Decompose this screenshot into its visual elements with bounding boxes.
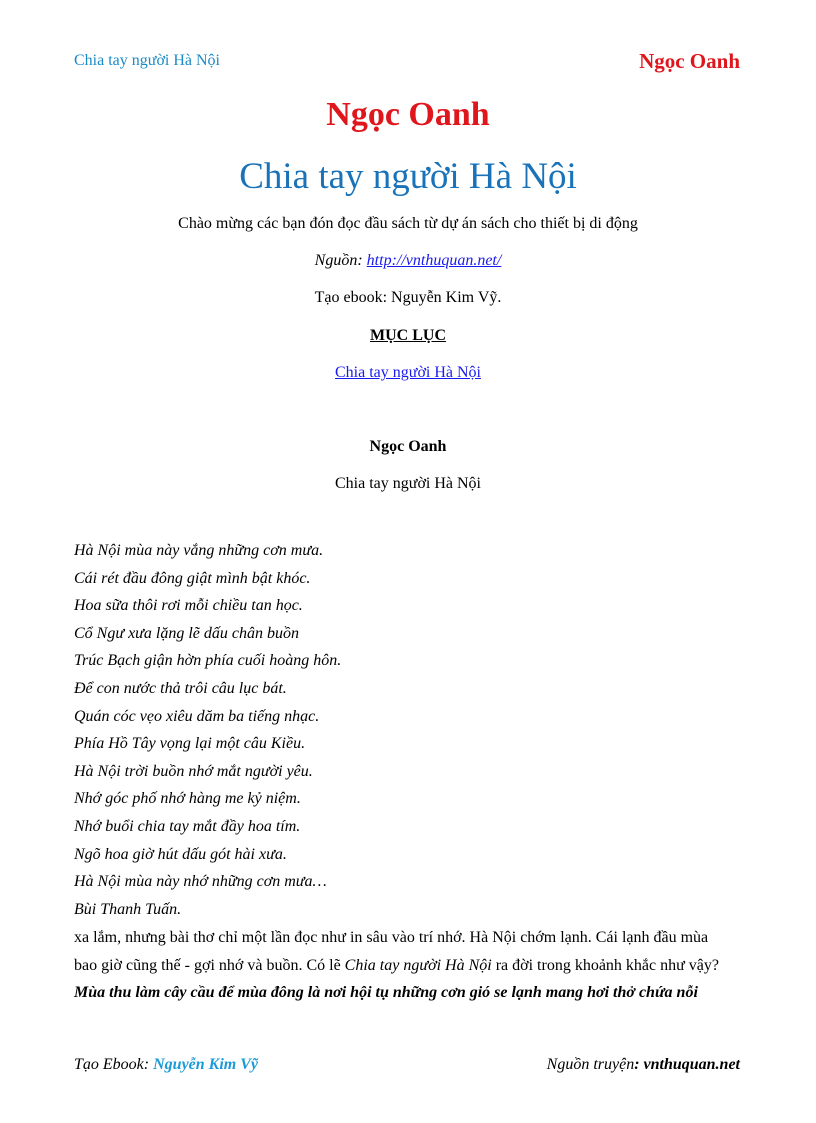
running-header-title: Chia tay người Hà Nội — [74, 52, 220, 69]
ebook-creator: Tạo ebook: Nguyễn Kim Vỹ. — [314, 289, 502, 306]
footer-source-site: vnthuquan.net — [643, 1056, 740, 1073]
poem-line: Phía Hồ Tây vọng lại một câu Kiều. — [74, 735, 306, 753]
footer-creator-name: Nguyễn Kim Vỹ — [153, 1056, 258, 1073]
section-title: Chia tay người Hà Nội — [335, 475, 481, 492]
welcome-text: Chào mừng các bạn đón đọc đầu sách từ dự án sách cho thiết bị di động — [178, 215, 638, 232]
poem-line: Để con nước thả trôi câu lục bát. — [74, 679, 287, 697]
poem-line: Ngõ hoa giờ hút dấu gót hài xưa. — [74, 845, 287, 863]
footer-creator — [74, 1056, 258, 1074]
poem — [74, 537, 341, 923]
footer-source-label: Nguồn truyện — [546, 1056, 635, 1073]
footer-creator-label: Tạo Ebook — [74, 1056, 144, 1073]
prose-emphasis-line: Mùa thu làm cây cầu để mùa đông là nơi hội tụ những cơn gió se lạnh mang hơi thở chứa nỗi — [74, 984, 698, 1002]
footer-separator: : — [143, 1056, 154, 1073]
book-author: Ngọc Oanh — [326, 96, 490, 133]
poem-line: Trúc Bạch giận hờn phía cuối hoàng hôn. — [74, 652, 342, 670]
poem-line: Hoa sữa thôi rơi mỗi chiều tan học. — [74, 597, 303, 615]
source-line — [0, 252, 816, 270]
poem-line: Hà Nội trời buồn nhớ mắt người yêu. — [74, 762, 313, 780]
prose-text: bao giờ cũng thế - gợi nhớ và buồn. Có lẽ — [74, 956, 345, 974]
prose-line: xa lắm, nhưng bài thơ chỉ một lần đọc như in sâu vào trí nhớ. Hà Nội chớm lạnh. Cái lạnh đầu mùa — [74, 929, 709, 946]
poem-line: Nhớ góc phố nhớ hàng me kỷ niệm. — [74, 790, 301, 808]
prose-title-ref: Chia tay người Hà Nội — [344, 956, 492, 974]
footer-separator: : — [634, 1056, 644, 1073]
prose-line — [74, 952, 744, 980]
prose-body — [74, 924, 744, 1007]
poem-line: Hà Nội mùa này nhớ những cơn mưa… — [74, 873, 327, 891]
footer-source — [547, 1056, 740, 1074]
source-link[interactable]: http://vnthuquan.net/ — [366, 252, 502, 269]
toc-item-link[interactable]: Chia tay người Hà Nội — [335, 364, 481, 381]
toc-heading: MỤC LỤC — [370, 327, 446, 344]
poem-line: Cái rét đầu đông giật mình bật khóc. — [74, 569, 311, 587]
running-header-author: Ngọc Oanh — [639, 49, 740, 73]
section-author: Ngọc Oanh — [369, 438, 447, 455]
source-label: Nguồn: — [314, 252, 367, 269]
prose-text: ra đời trong khoảnh khắc như vậy? — [491, 956, 720, 974]
poem-line: Hà Nội mùa này vắng những cơn mưa. — [74, 542, 324, 559]
book-title: Chia tay người Hà Nội — [239, 156, 577, 197]
poem-line: Cổ Ngư xưa lặng lẽ dấu chân buồn — [74, 624, 299, 642]
poem-line: Quán cóc vẹo xiêu dăm ba tiếng nhạc. — [74, 707, 320, 725]
poem-signature: Bùi Thanh Tuấn. — [74, 900, 182, 918]
poem-line: Nhớ buổi chia tay mắt đầy hoa tím. — [74, 817, 301, 835]
